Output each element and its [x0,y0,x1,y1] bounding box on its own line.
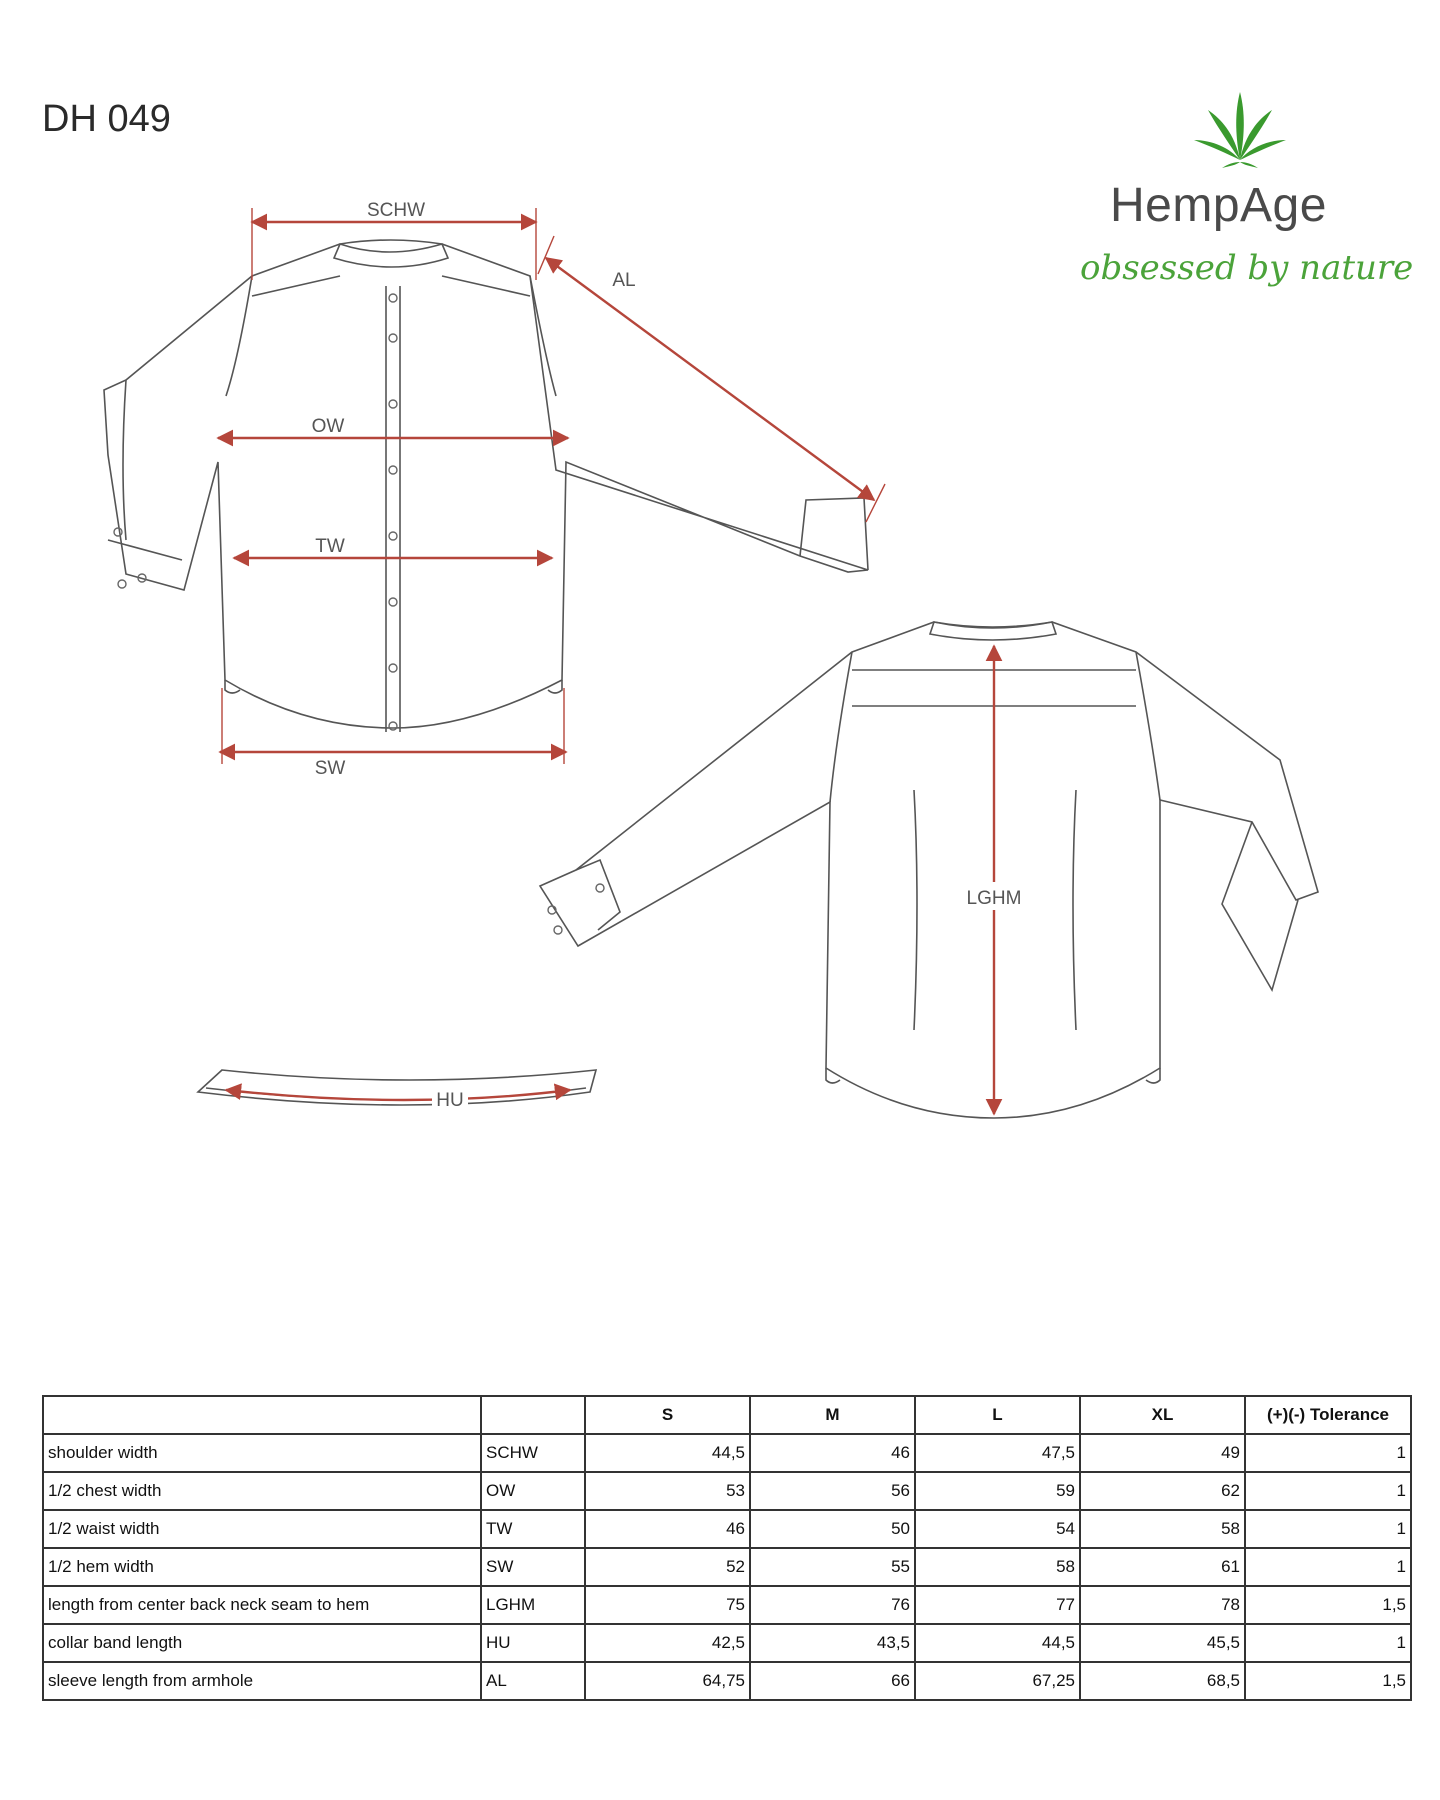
cell-m: 66 [750,1662,915,1700]
cell-l: 59 [915,1472,1080,1510]
label-al: AL [612,270,636,291]
cell-tolerance: 1 [1245,1548,1411,1586]
product-code: DH 049 [42,98,171,140]
row-name: collar band length [43,1624,481,1662]
front-buttons [114,294,397,730]
cell-s: 44,5 [585,1434,750,1472]
header-code [481,1396,585,1434]
label-lghm: LGHM [966,888,1022,909]
cell-s: 42,5 [585,1624,750,1662]
row-name: sleeve length from armhole [43,1662,481,1700]
header-tolerance: (+)(-) Tolerance [1245,1396,1411,1434]
row-code: AL [481,1662,585,1700]
front-measure-lines [218,208,885,764]
size-table-header-row [43,1396,1411,1434]
cell-tolerance: 1,5 [1245,1586,1411,1624]
table-row [43,1434,1411,1472]
row-name: shoulder width [43,1434,481,1472]
cell-s: 75 [585,1586,750,1624]
cell-s: 64,75 [585,1662,750,1700]
cell-xl: 49 [1080,1434,1245,1472]
row-name: length from center back neck seam to hem [43,1586,481,1624]
cell-xl: 61 [1080,1548,1245,1586]
cell-l: 54 [915,1510,1080,1548]
cell-m: 50 [750,1510,915,1548]
collar-measure-line [226,1090,570,1100]
header-size-s: S [585,1396,750,1434]
back-buttons [548,884,604,934]
header-size-xl: XL [1080,1396,1245,1434]
cell-tolerance: 1 [1245,1510,1411,1548]
size-table [42,1395,1412,1701]
cell-tolerance: 1 [1245,1434,1411,1472]
front-shirt-outline [104,240,868,732]
cell-tolerance: 1 [1245,1472,1411,1510]
label-hu: HU [436,1090,464,1111]
label-tw: TW [315,536,345,557]
cell-l: 67,25 [915,1662,1080,1700]
row-code: SCHW [481,1434,585,1472]
table-row [43,1472,1411,1510]
cell-tolerance: 1,5 [1245,1662,1411,1700]
label-schw: SCHW [366,200,426,221]
row-name: 1/2 chest width [43,1472,481,1510]
cell-l: 77 [915,1586,1080,1624]
row-name: 1/2 waist width [43,1510,481,1548]
table-row [43,1510,1411,1548]
cell-m: 55 [750,1548,915,1586]
table-row [43,1586,1411,1624]
table-row [43,1624,1411,1662]
row-name: 1/2 hem width [43,1548,481,1586]
cell-xl: 62 [1080,1472,1245,1510]
cell-m: 43,5 [750,1624,915,1662]
table-row [43,1662,1411,1700]
row-code: HU [481,1624,585,1662]
back-shirt-outline [540,622,1318,1118]
cell-l: 58 [915,1548,1080,1586]
cell-l: 47,5 [915,1434,1080,1472]
cell-m: 46 [750,1434,915,1472]
row-code: SW [481,1548,585,1586]
cell-l: 44,5 [915,1624,1080,1662]
cell-s: 46 [585,1510,750,1548]
row-code: LGHM [481,1586,585,1624]
row-code: OW [481,1472,585,1510]
cell-xl: 58 [1080,1510,1245,1548]
cell-m: 76 [750,1586,915,1624]
cell-m: 56 [750,1472,915,1510]
cell-xl: 68,5 [1080,1662,1245,1700]
row-code: TW [481,1510,585,1548]
cell-xl: 45,5 [1080,1624,1245,1662]
header-description [43,1396,481,1434]
table-row [43,1548,1411,1586]
brand-tagline: obsessed by nature [1080,248,1414,288]
header-size-l: L [915,1396,1080,1434]
cell-s: 53 [585,1472,750,1510]
brand-name: HempAge [1110,179,1327,232]
cell-tolerance: 1 [1245,1624,1411,1662]
header-size-m: M [750,1396,915,1434]
cell-xl: 78 [1080,1586,1245,1624]
label-sw: SW [314,758,346,779]
label-ow: OW [311,416,345,437]
cell-s: 52 [585,1548,750,1586]
